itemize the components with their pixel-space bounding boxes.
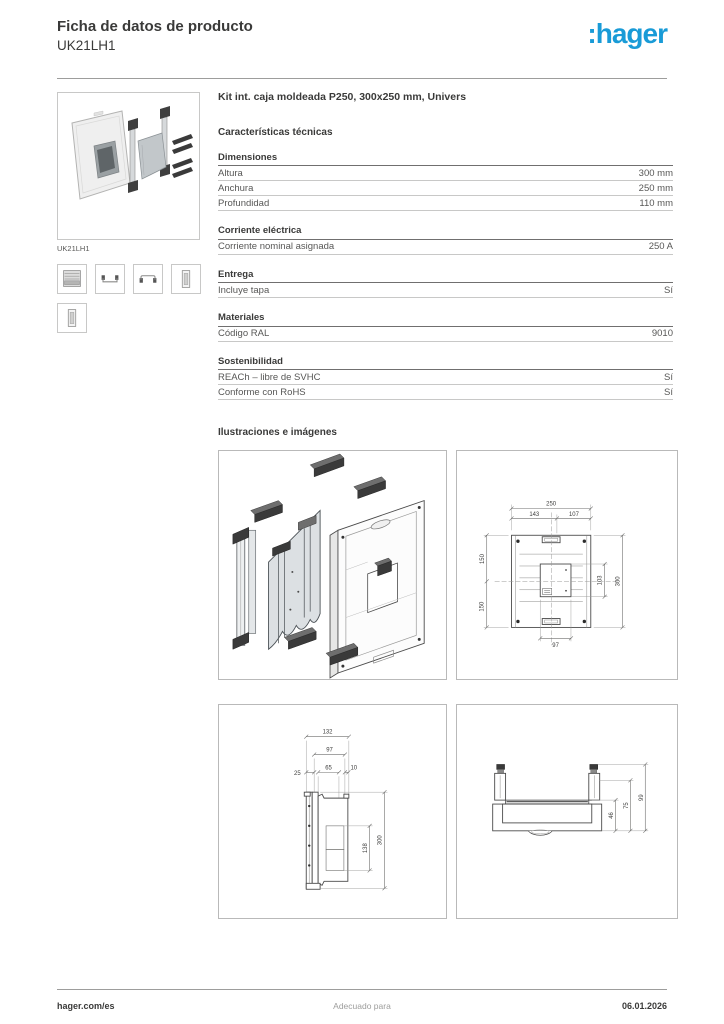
dim-150-bottom: 150 [479, 601, 486, 612]
spec-row [218, 327, 673, 342]
spec-value: Sí [664, 386, 673, 398]
vertical-rail-thumb [171, 264, 201, 294]
spec-value: 300 mm [638, 167, 673, 179]
dim-138: 138 [363, 843, 370, 854]
section-view-illustration [457, 705, 677, 918]
side-view-drawing [218, 704, 447, 919]
dim-97: 97 [552, 643, 559, 650]
spec-value: 9010 [651, 328, 673, 340]
tech-section-sostenibilidad [218, 356, 673, 401]
side-view-illustration [219, 705, 446, 918]
dim-250: 250 [546, 501, 557, 508]
tech-heading: Características técnicas [218, 126, 333, 138]
page-title: Ficha de datos de producto [57, 18, 253, 35]
product-media-column [57, 92, 200, 333]
vertical-rail-icon [172, 265, 200, 293]
dim-150-top: 150 [479, 554, 486, 565]
header [57, 18, 667, 55]
exploded-view-drawing [218, 450, 447, 680]
spec-value: 110 mm [639, 197, 673, 209]
arch-bracket-thumb [133, 264, 163, 294]
header-titles [57, 18, 253, 55]
tech-section-entrega [218, 269, 673, 299]
dim-99: 99 [638, 794, 645, 801]
spec-label: Incluye tapa [218, 284, 270, 296]
spec-row [218, 370, 673, 385]
spec-row [218, 196, 673, 211]
dim-65: 65 [325, 765, 332, 772]
product-code: UK21LH1 [57, 37, 116, 53]
section-title: Sostenibilidad [218, 356, 673, 371]
tech-section-dimensiones [218, 152, 673, 212]
spec-row [218, 283, 673, 298]
spec-value: 250 mm [638, 182, 673, 194]
spec-row [218, 385, 673, 400]
product-photo-illustration [58, 93, 199, 239]
illustrations-heading: Ilustraciones e imágenes [218, 427, 337, 439]
accessory-thumbnails [57, 264, 200, 333]
header-divider [57, 78, 667, 79]
tech-section-materiales [218, 312, 673, 342]
spec-row [218, 166, 673, 181]
dim-143: 143 [529, 511, 540, 518]
spec-label: Conforme con RoHS [218, 386, 306, 398]
spec-row [218, 181, 673, 196]
footer-suitable-for: Adecuado para [333, 1001, 391, 1011]
section-title: Dimensiones [218, 152, 673, 167]
vertical-rail-icon-2 [58, 304, 86, 332]
dim-46: 46 [609, 812, 616, 819]
footer-divider [57, 989, 667, 990]
rail-bracket-icon [96, 265, 124, 293]
arch-bracket-icon [134, 265, 162, 293]
section-title: Entrega [218, 269, 673, 284]
spec-value: Sí [664, 371, 673, 383]
dim-300: 300 [615, 576, 622, 587]
section-title: Materiales [218, 312, 673, 327]
section-title: Corriente eléctrica [218, 225, 673, 240]
dim-103: 103 [597, 575, 604, 586]
spec-value: Sí [664, 284, 673, 296]
dim-107: 107 [568, 511, 579, 518]
dim-25: 25 [294, 770, 301, 777]
spec-row [218, 240, 673, 255]
front-view-drawing [456, 450, 678, 680]
vertical-rail-thumb-2 [57, 303, 87, 333]
dim-97-side: 97 [326, 747, 333, 754]
front-view-illustration [457, 451, 677, 679]
spec-label: Anchura [218, 182, 254, 194]
dim-75: 75 [623, 802, 630, 809]
section-view-drawing [456, 704, 678, 919]
dim-300-side: 300 [377, 835, 384, 846]
hager-logo: :hager [587, 18, 667, 49]
product-photo [57, 92, 200, 240]
product-photo-caption: UK21LH1 [57, 244, 90, 253]
footer-site-link[interactable]: hager.com/es [57, 1001, 115, 1011]
spec-label: Corriente nominal asignada [218, 241, 335, 253]
dim-132: 132 [322, 729, 333, 736]
spec-value: 250 A [648, 241, 673, 253]
rail-bracket-thumb [95, 264, 125, 294]
spec-column [218, 92, 678, 919]
exploded-view-illustration [219, 451, 446, 679]
spec-label: REACh – libre de SVHC [218, 371, 321, 383]
mounting-plate-icon [58, 265, 86, 293]
spec-label: Profundidad [218, 197, 270, 209]
product-name: Kit int. caja moldeada P250, 300x250 mm, Univers [218, 91, 467, 103]
mounting-plate-thumb [57, 264, 87, 294]
drawing-grid [218, 450, 678, 919]
spec-label: Código RAL [218, 328, 270, 340]
spec-label: Altura [218, 167, 243, 179]
footer-date: 06.01.2026 [621, 1001, 667, 1011]
tech-section-corriente [218, 225, 673, 255]
dim-10: 10 [350, 765, 358, 772]
